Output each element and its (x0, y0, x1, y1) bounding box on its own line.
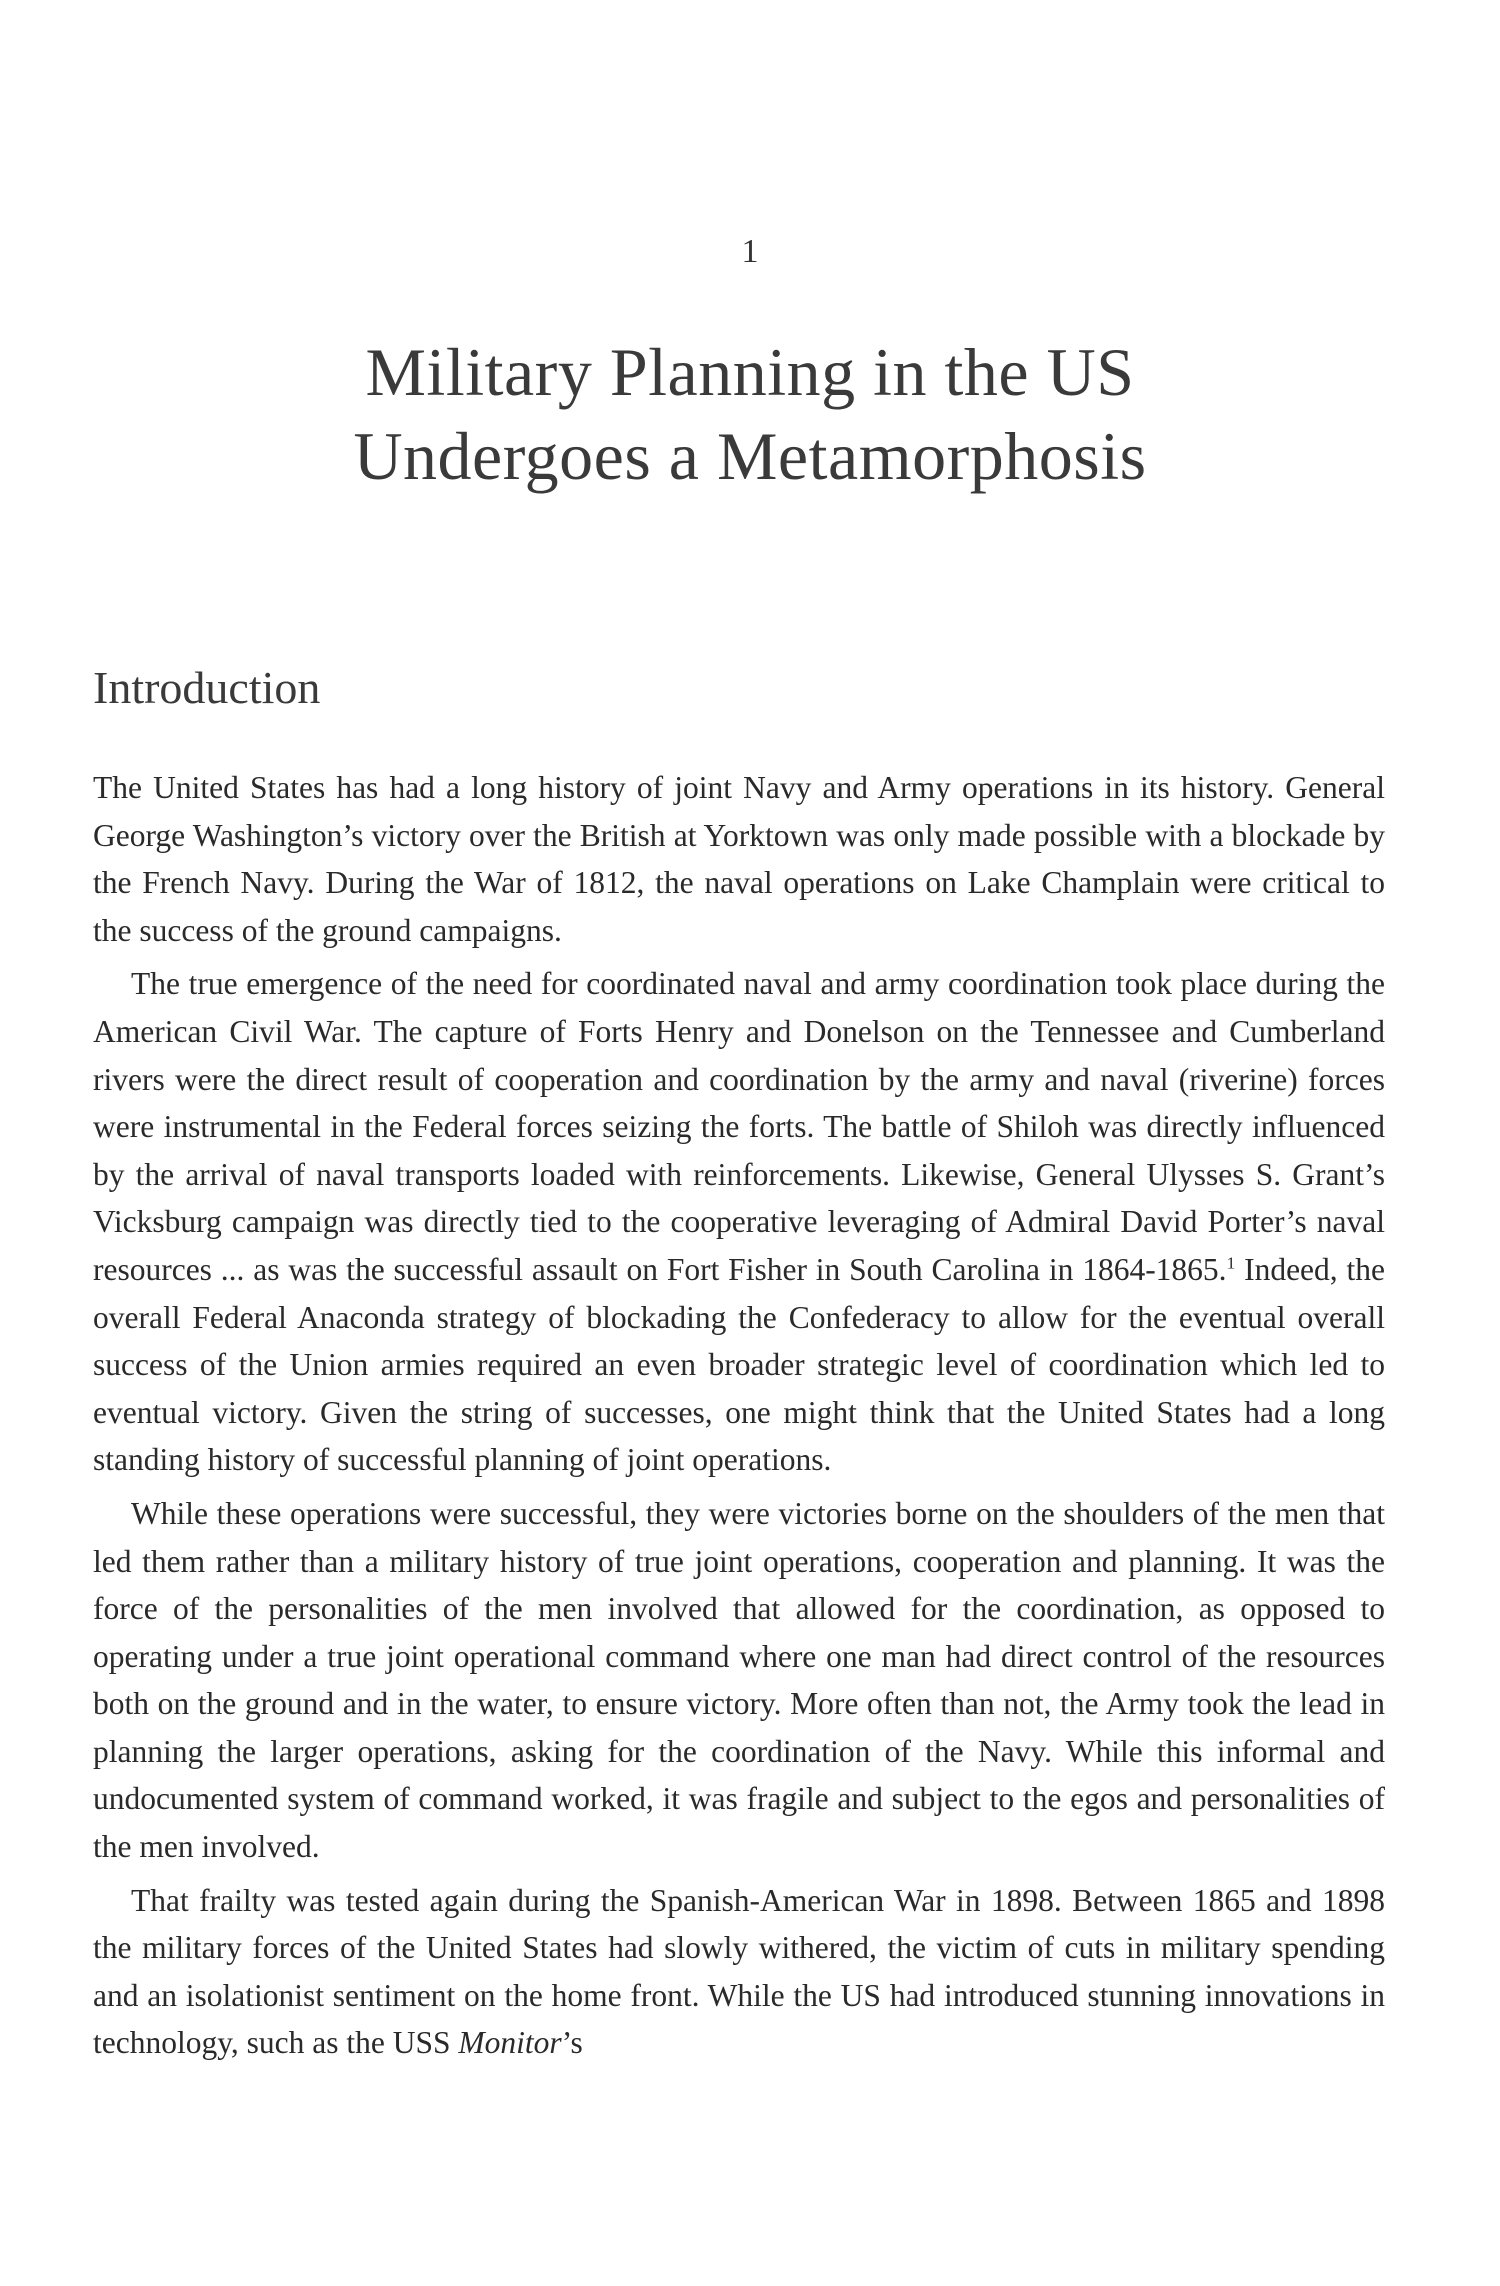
paragraph-4-text-a: That frailty was tested again during the Spanish-American War in 1898. Between 1865 and 1898 the military forces of the United States had slowly withered, the victim of cuts in military spending and an isolationist sentiment on the home front. While the US had introduced stunning innovations in technology, such as the USS (93, 1882, 1385, 2061)
paragraph-1: The United States has had a long history of joint Navy and Army operations in its history. General George Washington’s victory over the British at Yorktown was only made possible with a blockade by the French Navy. During the War of 1812, the naval operations on Lake Champlain were critical to the success of the ground campaigns. (93, 770, 1385, 948)
chapter-title-line-2: Undergoes a Metamorphosis (353, 418, 1147, 494)
body-text (93, 764, 1385, 2067)
paragraph-2-text-a: The true emergence of the need for coordinated naval and army coordination took place during the American Civil War. The capture of Forts Henry and Donelson on the Tennessee and Cumberland rivers were the direct result of cooperation and coordination by the army and naval (riverine) forces were instrumental in the Federal forces seizing the forts. The battle of Shiloh was directly influenced by the arrival of naval transports loaded with reinforcements. Likewise, General Ulysses S. Grant’s Vicksburg campaign was directly tied to the cooperative leveraging of Admiral David Porter’s naval resources ... as was the successful assault on Fort Fisher in South Carolina in 1864-1865. (93, 966, 1385, 1287)
paragraph-4-text-b: ’s (561, 2025, 583, 2061)
paragraph-2 (93, 960, 1385, 1484)
paragraph-4 (93, 1877, 1385, 2067)
chapter-title (250, 330, 1250, 498)
chapter-title-line-1: Military Planning in the US (365, 334, 1135, 410)
ship-name: Monitor (458, 2025, 562, 2061)
paragraph-2-text-b: Indeed, the overall Federal Anaconda strategy of blockading the Confederacy to allow for the eventual overall success of the Union armies required an even broader strategic level of coordination which led to eventual victory. Given the string of successes, one might think that the United States had a long standing history of successful planning of joint operations. (93, 1251, 1385, 1478)
paragraph-3: While these operations were successful, they were victories borne on the shoulders of the men that led them rather than a military history of true joint operations, cooperation and planning. It was the force of the personalities of the men involved that allowed for the coordination, as opposed to operating under a true joint operational command where one man had direct control of the resources both on the ground and in the water, to ensure victory. More often than not, the Army took the lead in planning the larger operations, asking for the coordination of the Navy. While this informal and undocumented system of command worked, it was fragile and subject to the egos and personalities of the men involved. (93, 1495, 1385, 1865)
footnote-marker: 1 (1226, 1253, 1236, 1273)
chapter-number: 1 (741, 233, 759, 270)
section-heading: Introduction (93, 662, 321, 713)
